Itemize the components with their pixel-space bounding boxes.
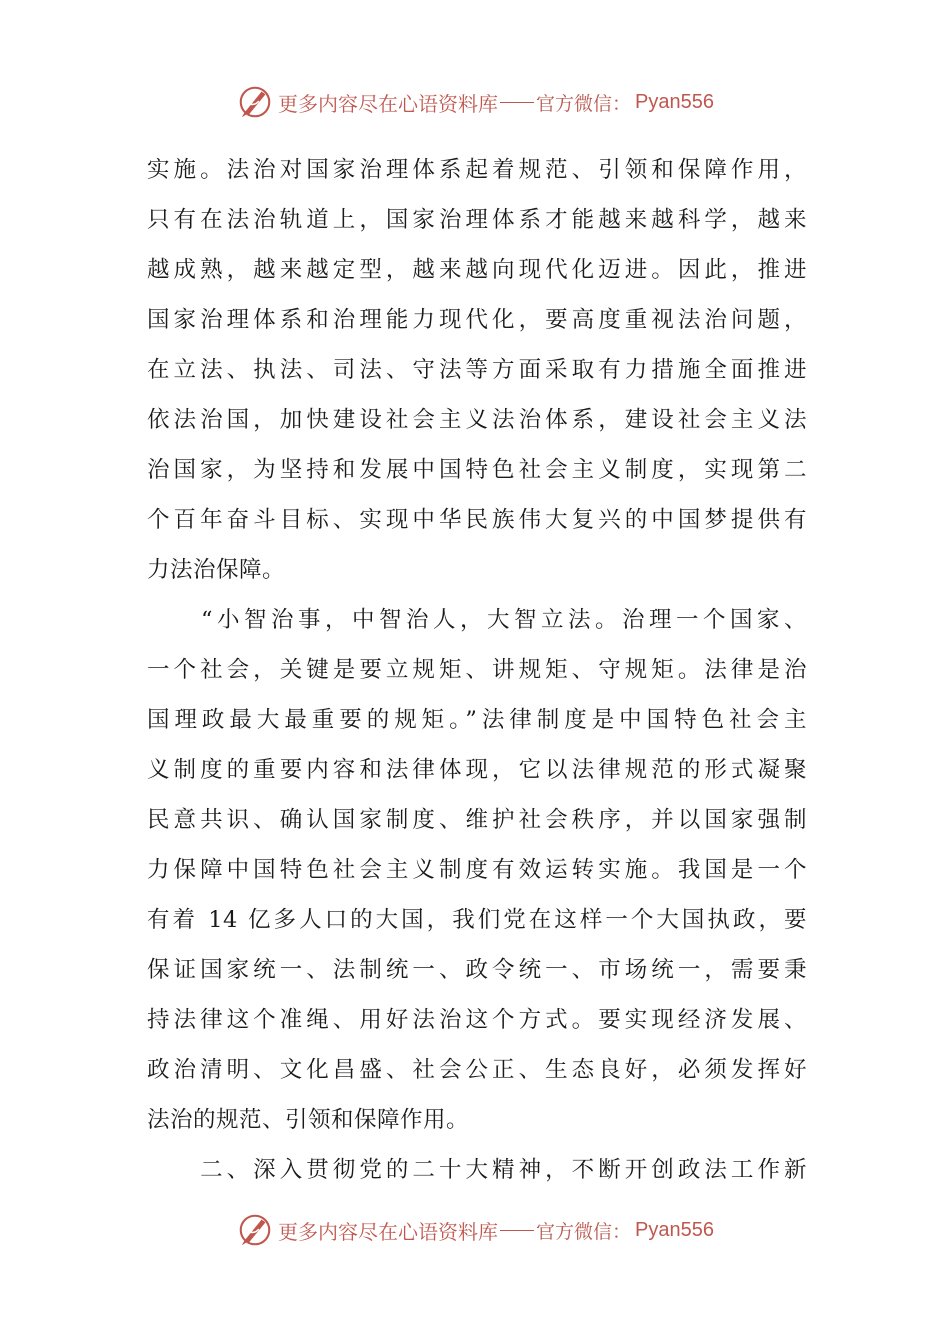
header-wechat-handle: Pyan556 xyxy=(635,90,714,113)
text-line: 个百年奋斗目标、实现中华民族伟大复兴的中国梦提供有 xyxy=(147,507,807,533)
text-line: 一个社会，关键是要立规矩、讲规矩、守规矩。法律是治 xyxy=(147,657,807,683)
footer-wechat-label: 官方微信： xyxy=(536,1220,632,1243)
text-line: 民意共识、确认国家制度、维护社会秩序，并以国家强制 xyxy=(147,807,807,833)
text-line: 政治清明、文化昌盛、社会公正、生态良好，必须发挥好 xyxy=(147,1057,807,1083)
footer-wechat-handle: Pyan556 xyxy=(635,1218,714,1241)
footer-watermark-banner xyxy=(0,1208,950,1252)
text-line: 持法律这个准绳、用好法治这个方式。要实现经济发展、 xyxy=(147,1007,807,1033)
text-line: 国家治理体系和治理能力现代化，要高度重视法治问题， xyxy=(147,307,807,333)
paragraph-2 xyxy=(147,595,807,1145)
text-line: 力法治保障。 xyxy=(147,557,286,583)
text-line: 依法治国，加快建设社会主义法治体系，建设社会主义法 xyxy=(147,407,807,433)
text-line: 在立法、执法、司法、守法等方面采取有力措施全面推进 xyxy=(147,357,807,383)
text-line: 实施。法治对国家治理体系起着规范、引领和保障作用， xyxy=(147,157,807,183)
footer-dash-divider xyxy=(500,1230,534,1231)
text-line: 国理政最大最重要的规矩。”法律制度是中国特色社会主 xyxy=(147,707,807,733)
text-line: 治国家，为坚持和发展中国特色社会主义制度，实现第二 xyxy=(147,457,807,483)
header-wechat-label: 官方微信： xyxy=(536,92,632,115)
pen-logo-icon xyxy=(236,83,274,121)
text-line: 保证国家统一、法制统一、政令统一、市场统一，需要秉 xyxy=(147,957,807,983)
text-line: 力保障中国特色社会主义制度有效运转实施。我国是一个 xyxy=(147,857,807,883)
header-watermark-banner xyxy=(0,80,950,124)
text-line: 有着 14 亿多人口的大国，我们党在这样一个大国执政，要 xyxy=(147,907,807,933)
text-line: 义制度的重要内容和法律体现，它以法律规范的形式凝聚 xyxy=(147,757,807,783)
paragraph-1 xyxy=(147,145,807,595)
header-promo-text: 更多内容尽在心语资料库 xyxy=(278,91,498,116)
text-line: 越成熟，越来越定型，越来越向现代化迈进。因此，推进 xyxy=(147,257,807,283)
pen-logo-icon xyxy=(236,1211,274,1249)
text-line: 法治的规范、引领和保障作用。 xyxy=(147,1107,470,1133)
header-dash-divider xyxy=(500,102,534,103)
text-line: “小智治事，中智治人，大智立法。治理一个国家、 xyxy=(147,607,807,633)
document-body xyxy=(147,145,807,1195)
section-heading-line: 二、深入贯彻党的二十大精神，不断开创政法工作新 xyxy=(147,1157,807,1183)
footer-promo-text: 更多内容尽在心语资料库 xyxy=(278,1219,498,1244)
text-line: 只有在法治轨道上，国家治理体系才能越来越科学，越来 xyxy=(147,207,807,233)
